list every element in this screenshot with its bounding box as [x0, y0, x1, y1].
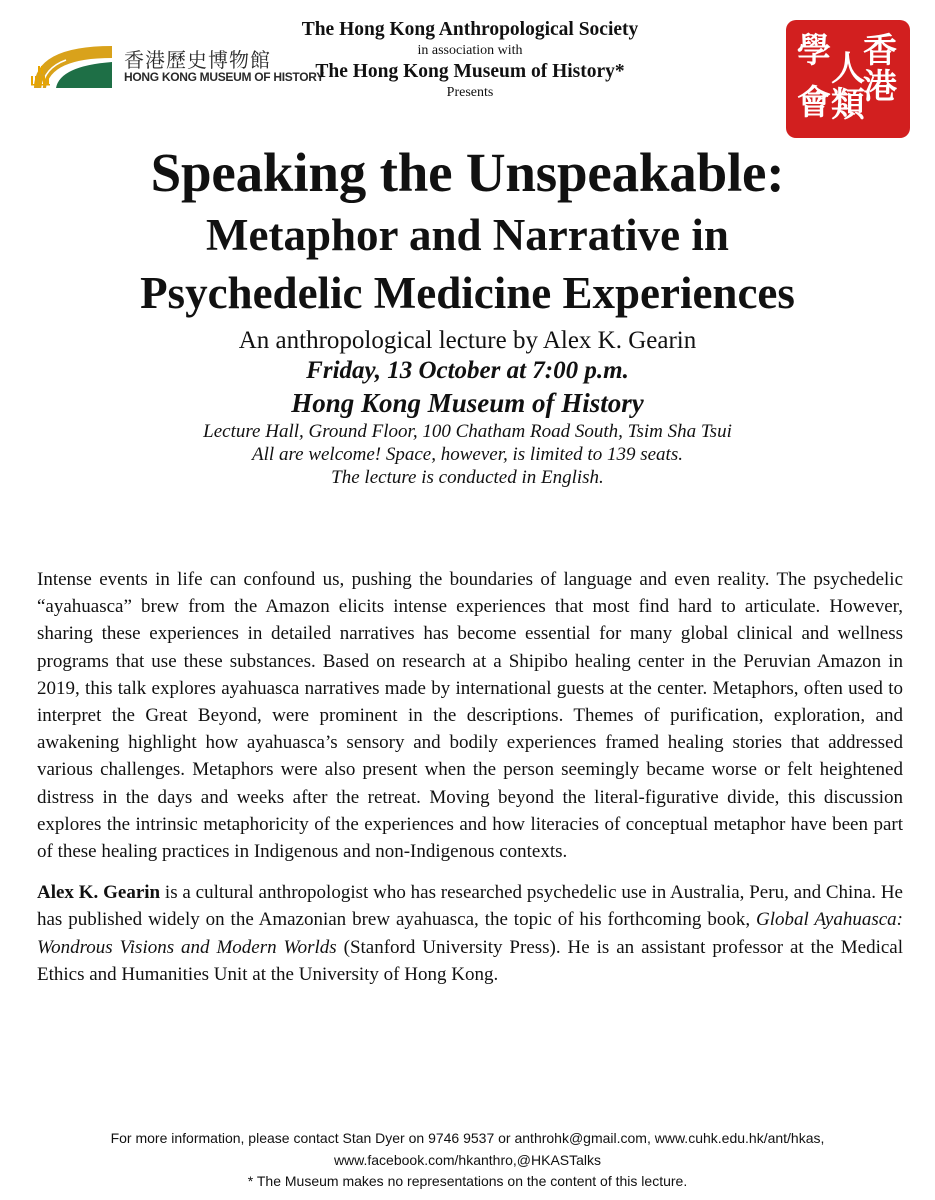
museum-logo — [26, 38, 324, 94]
event-language: The lecture is conducted in English. — [331, 467, 604, 488]
social-line: www.facebook.com/hkanthro,@HKASTalks — [333, 1151, 602, 1168]
event-title: Speaking the Unspeakable: — [150, 142, 785, 203]
bio-text-1: is a cultural anthropologist who has researched psychedelic use in Australia, Peru, and China. He has published widely on the Amazonian brew ayahuasca, the topic of his forthcoming book, — [37, 882, 903, 931]
event-venue: Hong Kong Museum of History — [291, 388, 644, 418]
event-address: Lecture Hall, Ground Floor, 100 Chatham Road South, Tsim Sha Tsui — [203, 421, 732, 442]
lecturer-line: An anthropological lecture by Alex K. Gearin — [238, 327, 697, 354]
svg-text:香: 香 — [863, 31, 897, 71]
contact-line: For more information, please contact Stan Dyer on 9746 9537 or anthrohk@gmail.com, www.cuhk.edu.hk/ant/hkas, — [110, 1130, 825, 1146]
disclaimer-line: * The Museum makes no representations on the content of this lecture. — [247, 1173, 688, 1189]
organizer-name: The Hong Kong Anthropological Society — [301, 19, 639, 40]
bio-text-2: (Stanford University Press). He is an assistant professor at the Medical Ethics and Humanities Unit at the University of Hong Kong. — [37, 936, 904, 985]
footer — [0, 1128, 935, 1193]
abstract-paragraph: Intense events in life can confound us, pushing the boundaries of language and even reality. The psychedelic “ayahuasca” brew from the Amazon elicits intense experiences that most find hard to articulate. However, sharing these experiences in detailed narratives has become essential for many global clinical and wellness programs that use these substances. Based on research at a Shipibo healing center in the Peruvian Amazon in 2019, this talk explores ayahuasca narratives made by international guests at the center. Metaphors, often used to interpret the Great Beyond, were prominent in the descriptions. Themes of purification, exploration, and awakening highlight how ayahuasca’s sensory and bodily experiences framed healing stories that addressed various challenges. Metaphors were also present when the person seemingly became worse or felt heightened distress in the days and weeks after the retreat. Moving beyond the literal-figurative divide, this discussion explores the intrinsic metaphoricity of the experiences and how literacies of conceptual metaphor have been part of these healing practices in Indigenous and non-Indigenous contexts. — [37, 569, 903, 863]
presenters-block — [270, 18, 670, 102]
society-seal — [784, 18, 912, 140]
lecture-description — [37, 566, 903, 988]
svg-text:學: 學 — [797, 31, 831, 71]
bio-name: Alex K. Gearin — [37, 882, 161, 904]
museum-chinese-name: 香港歷史博物館 — [124, 50, 271, 72]
event-titles — [0, 140, 935, 489]
svg-text:港: 港 — [863, 67, 897, 107]
event-subtitle-line2: Psychedelic Medicine Experiences — [140, 268, 795, 318]
svg-text:人: 人 — [831, 49, 865, 89]
presents-text: Presents — [446, 85, 494, 100]
event-datetime: Friday, 13 October at 7:00 p.m. — [306, 357, 629, 384]
book-title: Global Ayahuasca: Wondrous Visions and Modern Worlds — [37, 909, 903, 958]
museum-name: The Hong Kong Museum of History* — [315, 61, 625, 82]
bio-paragraph — [37, 879, 903, 988]
museum-english-name: HONG KONG MUSEUM OF HISTORY — [124, 70, 324, 84]
association-text: in association with — [417, 43, 523, 58]
museum-arch-icon — [26, 38, 120, 94]
event-capacity: All are welcome! Space, however, is limited to 139 seats. — [252, 444, 683, 465]
svg-text:會: 會 — [797, 83, 831, 123]
event-subtitle-line1: Metaphor and Narrative in — [206, 210, 729, 260]
header — [0, 0, 935, 150]
svg-text:類: 類 — [831, 85, 865, 125]
